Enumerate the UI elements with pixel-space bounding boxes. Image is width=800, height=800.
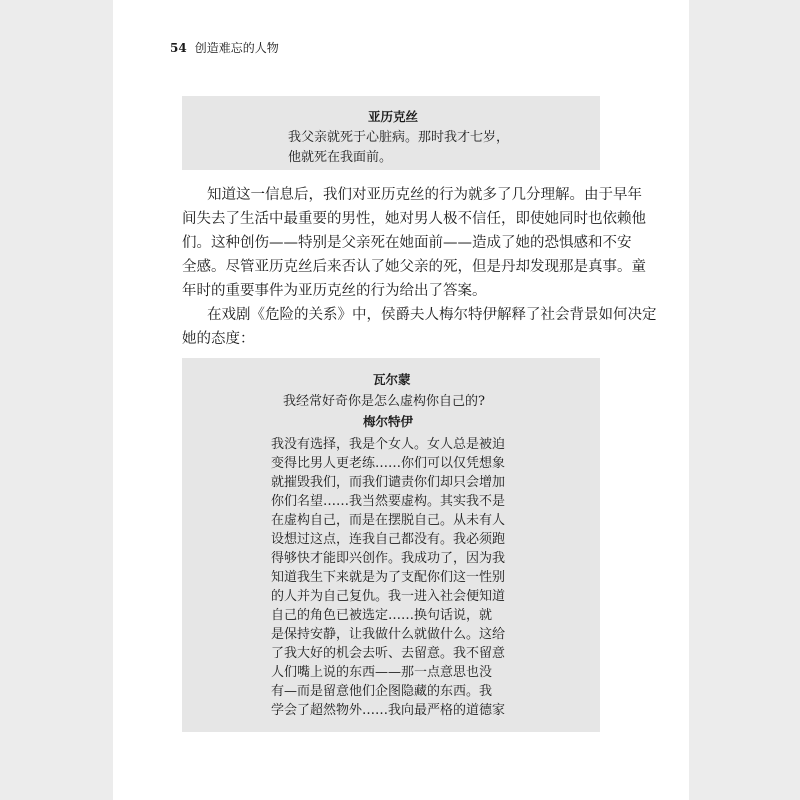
running-header [170, 39, 279, 56]
dialogue-line: 学会了超然物外……我向最严格的道德家 [271, 703, 506, 718]
dialogue-line: 人们嘴上说的东西——那一点意思也没 [271, 665, 493, 680]
dialogue-line: 知道我生下来就是为了支配你们这一性别 [271, 570, 506, 585]
dialogue-line: 有—而是留意他们企图隐藏的东西。我 [271, 684, 493, 699]
page-number: 54 [170, 41, 187, 55]
speaker-name: 亚历克丝 [368, 109, 419, 124]
body-text-line: 全感。尽管亚历克丝后来否认了她父亲的死，但是丹却发现那是真事。童 [182, 259, 646, 275]
body-text-line: 在戏剧《危险的关系》中，侯爵夫人梅尔特伊解释了社会背景如何决定 [207, 307, 657, 323]
running-title: 创造难忘的人物 [194, 41, 279, 55]
dialogue-line: 的人并为自己复仇。我一进入社会便知道 [271, 589, 506, 604]
dialogue-line: 了我大好的机会去听、去留意。我不留意 [271, 646, 506, 661]
quote-line: 他就死在我面前。 [288, 150, 393, 165]
dialogue-line: 是保持安静，让我做什么就做什么。这给 [271, 627, 506, 642]
quote-line: 我父亲就死于心脏病。那时我才七岁， [288, 130, 510, 145]
body-text-line: 知道这一信息后，我们对亚历克丝的行为就多了几分理解。由于早年 [207, 187, 642, 203]
dialogue-line: 在虚构自己，而是在摆脱自己。从未有人 [271, 513, 506, 528]
dialogue-line: 我经常好奇你是怎么虚构你自己的? [283, 394, 485, 409]
body-text-line: 间失去了生活中最重要的男性，她对男人极不信任，即使她同时也依赖他 [182, 211, 646, 227]
dialogue-line: 就摧毁我们，而我们谴责你们却只会增加 [271, 475, 506, 490]
speaker-name: 梅尔特伊 [363, 414, 414, 429]
dialogue-line: 得够快才能即兴创作。我成功了，因为我 [271, 551, 506, 566]
body-text-line: 她的态度： [182, 331, 255, 347]
dialogue-line: 设想过这点，连我自己都没有。我必须跑 [271, 532, 506, 547]
dialogue-line: 我没有选择，我是个女人。女人总是被迫 [271, 437, 506, 452]
dialogue-line: 自己的角色已被选定……换句话说，就 [271, 608, 493, 623]
body-text-line: 们。这种创伤——特别是父亲死在她面前——造成了她的恐惧感和不安 [182, 235, 632, 251]
dialogue-line: 变得比男人更老练……你们可以仅凭想象 [271, 456, 506, 471]
dialogue-line: 你们名望……我当然要虚构。其实我不是 [271, 494, 506, 509]
body-text-line: 年时的重要事件为亚历克丝的行为给出了答案。 [182, 283, 487, 299]
speaker-name: 瓦尔蒙 [373, 372, 411, 387]
